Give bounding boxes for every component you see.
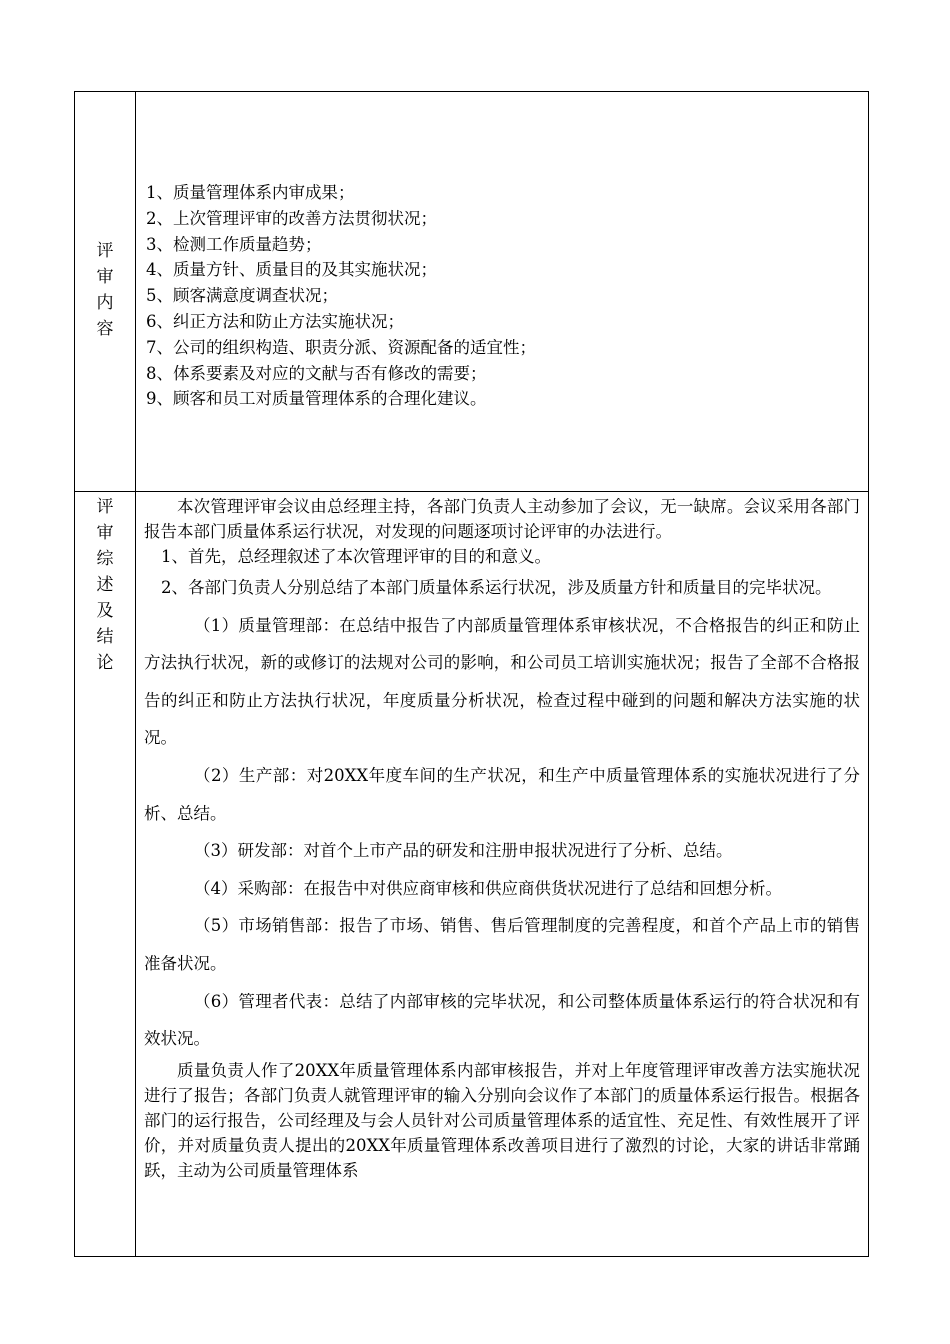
dept-report: （2）生产部：对20XX年度车间的生产状况，和生产中质量管理体系的实施状况进行了分析、总结。 xyxy=(144,765,860,823)
dept-report: （6）管理者代表：总结了内部审核的完毕状况，和公司整体质量体系运行的符合状况和有效状况。 xyxy=(144,991,860,1049)
summary-cell xyxy=(136,492,869,1257)
label-char: 容 xyxy=(96,319,114,339)
label-char: 综 xyxy=(96,549,114,569)
dept-report: （1）质量管理部：在总结中报告了内部质量管理体系审核状况，不合格报告的纠正和防止方法执行状况，新的或修订的法规对公司的影响，和公司员工培训实施状况；报告了全部不合格报告的纠正和防止方法执行状况，年度质量分析状况，检查过程中碰到的问题和解决方法实施的状况。 xyxy=(144,615,860,748)
label-char: 审 xyxy=(96,267,114,287)
list-item: 5、顾客满意度调查状况； xyxy=(146,286,338,306)
summary-point-1: 1、首先，总经理叙述了本次管理评审的目的和意义。 xyxy=(161,547,551,566)
label-char: 审 xyxy=(96,523,114,543)
review-content-row xyxy=(75,92,869,492)
list-item: 9、顾客和员工对质量管理体系的合理化建议。 xyxy=(146,389,487,409)
list-item: 8、体系要素及对应的文献与否有修改的需要； xyxy=(146,363,487,383)
label-char: 述 xyxy=(96,575,114,595)
label-char: 论 xyxy=(96,653,114,673)
summary-label xyxy=(75,492,135,676)
review-content-label xyxy=(75,92,135,461)
list-item: 7、公司的组织构造、职责分派、资源配备的适宜性； xyxy=(146,337,536,357)
list-item: 6、纠正方法和防止方法实施状况； xyxy=(146,311,404,331)
list-item: 1、质量管理体系内审成果； xyxy=(146,183,355,202)
review-content-cell xyxy=(136,92,869,492)
list-item: 3、检测工作质量趋势； xyxy=(146,234,322,254)
review-table xyxy=(74,91,869,1257)
label-char: 评 xyxy=(96,241,114,261)
summary-label-cell xyxy=(75,492,136,1257)
review-content-label-cell xyxy=(75,92,136,492)
summary-point-2: 2、各部门负责人分别总结了本部门质量体系运行状况，涉及质量方针和质量目的完毕状况。 xyxy=(161,578,832,597)
summary-intro: 本次管理评审会议由总经理主持，各部门负责人主动参加了会议，无一缺席。会议采用各部门报告本部门质量体系运行状况，对发现的问题逐项讨论评审的办法进行。 xyxy=(144,497,860,541)
list-item: 4、质量方针、质量目的及其实施状况； xyxy=(146,260,437,280)
label-char: 内 xyxy=(96,293,114,313)
dept-report: （4）采购部：在报告中对供应商审核和供应商供货状况进行了总结和回想分析。 xyxy=(194,878,782,898)
dept-report: （3）研发部：对首个上市产品的研发和注册申报状况进行了分析、总结。 xyxy=(194,841,733,861)
list-item: 2、上次管理评审的改善方法贯彻状况； xyxy=(146,208,437,228)
review-content-list xyxy=(136,92,868,491)
label-char: 结 xyxy=(96,627,114,647)
summary-body xyxy=(136,492,868,1256)
dept-report: （5）市场销售部：报告了市场、销售、售后管理制度的完善程度，和首个产品上市的销售准备状况。 xyxy=(144,916,860,973)
label-char: 评 xyxy=(96,497,114,517)
label-char: 及 xyxy=(96,601,114,621)
summary-row xyxy=(75,492,869,1257)
summary-closing: 质量负责人作了20XX年质量管理体系内部审核报告，并对上年度管理评审改善方法实施状况进行了报告；各部门负责人就管理评审的输入分别向会议作了本部门的质量体系运行报告。根据各部门的运行报告，公司经理及与会人员针对公司质量管理体系的适宜性、充足性、有效性展开了评价，并对质量负责人提出的20XX年质量管理体系改善项目进行了激烈的讨论，大家的讲话非常踊跃，主动为公司质量管理体系 xyxy=(144,1060,860,1180)
